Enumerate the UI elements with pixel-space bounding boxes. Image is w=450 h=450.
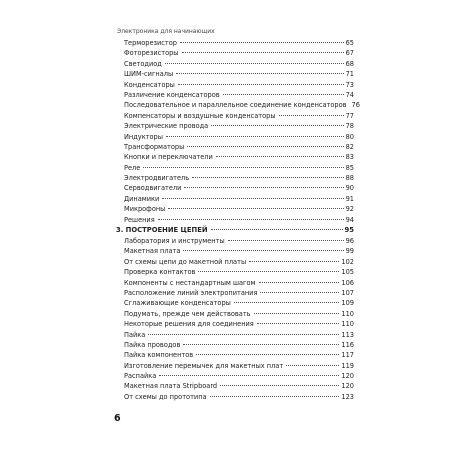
toc-entry: [124, 69, 354, 79]
toc-list-part1: [124, 38, 360, 225]
toc-entry-page: 96: [345, 237, 354, 245]
toc-entry-page: 90: [345, 184, 354, 193]
toc-entry-title: Макетная плата Stripboard: [124, 382, 218, 391]
toc-entry-page: 88: [345, 174, 354, 183]
toc-entry-page: 83: [345, 153, 354, 162]
dot-leader: [159, 375, 339, 376]
toc-entry: [124, 215, 354, 225]
toc-entry-title: Макетная плата: [124, 247, 181, 256]
toc-entry: [124, 163, 354, 173]
toc-entry-title: От схемы до прототипа: [124, 392, 207, 401]
dot-leader: [168, 208, 343, 209]
toc-entry-page: 113: [341, 330, 354, 339]
dot-leader: [180, 42, 344, 43]
toc-entry: [124, 80, 354, 90]
toc-entry-title: Реле: [124, 163, 141, 172]
toc-entry-title: Кнопки и переключатели: [124, 153, 213, 162]
toc-entry-title: Компенсаторы и воздушные конденсаторы: [124, 111, 276, 120]
page-number: 6: [114, 413, 121, 424]
dot-leader: [183, 344, 339, 345]
toc-entry: [124, 288, 354, 298]
toc-entry: [124, 152, 354, 162]
toc-entry-title: Некоторые решения для соединения: [124, 320, 254, 329]
toc-entry-title: Компоненты с нестандартным шагом: [124, 278, 256, 287]
chapter-page: 95: [344, 226, 354, 234]
toc-entry: [124, 392, 354, 402]
dot-leader: [143, 167, 343, 168]
dot-leader: [183, 250, 343, 251]
toc-entry-title: Распайка: [124, 372, 157, 381]
toc-entry-title: Последовательное и параллельное соединение конденсаторов: [124, 101, 347, 110]
dot-leader: [192, 177, 343, 178]
toc-entry-title: Подумать, прежде чем действовать: [124, 309, 251, 318]
toc-entry-page: 67: [345, 49, 354, 58]
dot-leader: [279, 115, 344, 116]
toc-entry-page: 76: [351, 101, 360, 110]
toc-entry-page: 119: [341, 361, 354, 370]
dot-leader: [148, 334, 339, 335]
toc-entry-title: Проверка контактов: [124, 268, 196, 277]
toc-entry-page: 102: [341, 257, 354, 266]
toc-list-part2: [124, 236, 354, 402]
toc-entry-page: 74: [345, 90, 354, 99]
toc-entry-title: Индукторы: [124, 132, 163, 141]
toc-entry-title: Пайка: [124, 330, 146, 339]
toc-entry-title: Изготовление перемычек для макетных плат: [124, 361, 284, 370]
dot-leader: [166, 136, 344, 137]
toc-entry-page: 77: [345, 111, 354, 120]
dot-leader: [254, 313, 340, 314]
toc-entry-page: 109: [341, 299, 354, 308]
toc-entry: [124, 278, 354, 288]
dot-leader: [257, 323, 340, 324]
toc-entry-page: 105: [341, 268, 354, 277]
toc-entry: [124, 132, 354, 142]
toc-entry-page: 120: [341, 372, 354, 381]
toc-entry: [124, 142, 354, 152]
dot-leader: [249, 261, 339, 262]
toc-entry-title: От схемы цепи до макетной платы: [124, 257, 247, 266]
toc-entry-page: 120: [341, 382, 354, 391]
toc-entry: [124, 194, 354, 204]
dot-leader: [220, 385, 339, 386]
toc-entry: [124, 173, 354, 183]
dot-leader: [176, 73, 343, 74]
toc-entry: [124, 48, 354, 58]
toc-entry: [124, 330, 354, 340]
dot-leader: [286, 365, 339, 366]
dot-leader: [162, 198, 343, 199]
toc-entry: [124, 204, 354, 214]
toc-entry: [124, 361, 354, 371]
dot-leader: [187, 146, 343, 147]
running-head: Электроника для начинающих: [117, 28, 215, 35]
toc-entry-title: Серводвигатели: [124, 184, 182, 193]
toc-entry: [124, 340, 354, 350]
toc-entry-title: Динамики: [124, 194, 160, 203]
toc-entry-title: Светодиод: [124, 59, 162, 68]
toc-entry-page: 82: [345, 142, 354, 151]
toc-entry-page: 117: [341, 351, 354, 360]
toc-entry: [124, 90, 354, 100]
toc-entry-page: 106: [341, 278, 354, 287]
toc-entry-title: Расположение линий электропитания: [124, 288, 258, 297]
dot-leader: [184, 187, 343, 188]
toc-entry-title: Электродвигатель: [124, 174, 190, 183]
toc-entry: [124, 381, 354, 391]
dot-leader: [223, 94, 344, 95]
dot-leader: [198, 271, 339, 272]
dot-leader: [234, 302, 340, 303]
chapter-heading: [116, 225, 354, 235]
toc-entry-page: 99: [345, 247, 354, 256]
dot-leader: [165, 63, 344, 64]
toc-entry-page: 68: [345, 59, 354, 68]
toc-entry-title: Электрические провода: [124, 122, 209, 131]
toc-entry-title: Сглаживающие конденсаторы: [124, 299, 231, 308]
toc-entry-page: 123: [341, 392, 354, 401]
toc-entry: [124, 38, 354, 48]
toc-entry: [124, 257, 354, 267]
toc-entry: [124, 267, 354, 277]
dot-leader: [210, 396, 340, 397]
toc-entry-title: Пайка проводов: [124, 340, 181, 349]
toc-entry-title: Терморезистор: [124, 39, 177, 47]
chapter-title: 3. ПОСТРОЕНИЕ ЦЕПЕЙ: [116, 226, 208, 234]
toc-entry-page: 85: [345, 163, 354, 172]
toc-entry: [124, 59, 354, 69]
toc-entry: [124, 183, 354, 193]
toc-entry-page: 107: [341, 288, 354, 297]
toc-entry-title: Различение конденсаторов: [124, 90, 220, 99]
toc-entry-title: Микрофоны: [124, 205, 166, 214]
toc-entry: [124, 121, 354, 131]
toc-entry-page: 73: [345, 80, 354, 89]
dot-leader: [158, 219, 344, 220]
toc-entry: [124, 246, 354, 256]
toc-entry-title: Пайка компонентов: [124, 351, 194, 360]
toc-entry-page: 92: [345, 205, 354, 214]
toc-entry: [124, 350, 354, 360]
toc-entry-page: 110: [341, 309, 354, 318]
toc-entry: [124, 100, 360, 110]
toc-entry: [116, 225, 354, 235]
dot-leader: [260, 292, 339, 293]
toc-entry-page: 91: [345, 194, 354, 203]
dot-leader: [228, 240, 344, 241]
dot-leader: [216, 156, 344, 157]
toc-entry-page: 65: [345, 39, 354, 47]
toc-entry-page: 78: [345, 122, 354, 131]
dot-leader: [259, 282, 340, 283]
toc-entry-page: 110: [341, 320, 354, 329]
toc-entry-page: 80: [345, 132, 354, 141]
toc-entry-page: 71: [345, 70, 354, 79]
dot-leader: [178, 84, 344, 85]
toc-entry-title: Решения: [124, 215, 155, 224]
toc-entry-title: Конденсаторы: [124, 80, 175, 89]
toc-entry-title: ШИМ-сигналы: [124, 70, 174, 79]
toc-entry-title: Фоторезисторы: [124, 49, 179, 58]
toc-entry-title: Лаборатория и инструменты: [124, 237, 225, 245]
toc-entry: [124, 371, 354, 381]
dot-leader: [196, 354, 339, 355]
dot-leader: [182, 52, 344, 53]
toc-entry-title: Трансформаторы: [124, 142, 185, 151]
dot-leader: [211, 229, 343, 230]
toc-entry-page: 116: [341, 340, 354, 349]
toc-entry: [124, 319, 354, 329]
toc-entry: [124, 236, 354, 246]
toc-entry: [124, 309, 354, 319]
toc-entry-page: 94: [345, 215, 354, 224]
toc-entry: [124, 298, 354, 308]
dot-leader: [211, 125, 343, 126]
toc-entry: [124, 111, 354, 121]
